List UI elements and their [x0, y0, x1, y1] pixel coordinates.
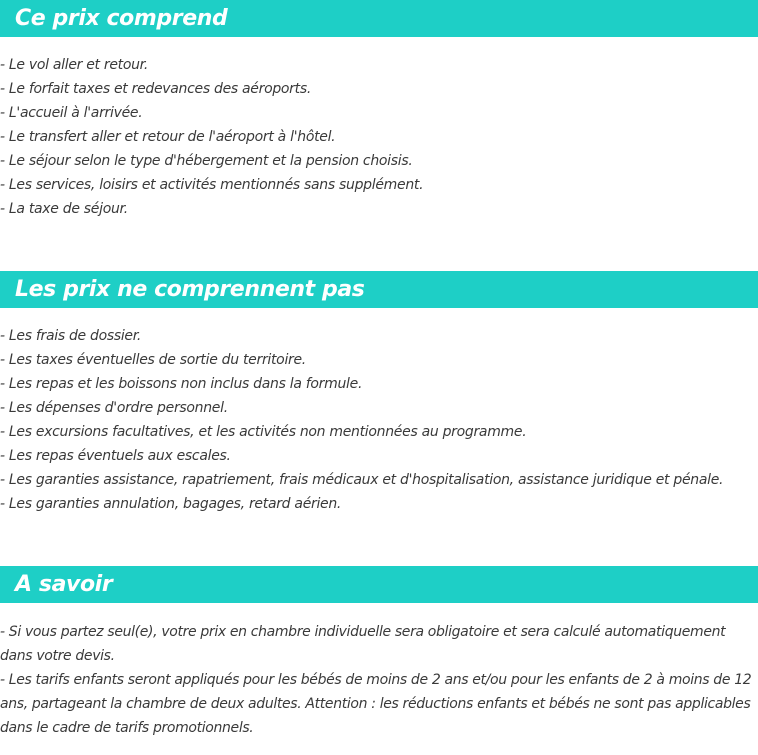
list-item: - Le forfait taxes et redevances des aéroports.	[0, 81, 311, 97]
list-item: - Le transfert aller et retour de l'aéroport à l'hôtel.	[0, 129, 336, 145]
list-item: - Les repas éventuels aux escales.	[0, 448, 231, 464]
info-paragraph: - Si vous partez seul(e), votre prix en chambre individuelle sera obligatoire et sera calculé automatiquement dans votre devis.	[0, 624, 726, 664]
section-price-excludes	[0, 271, 758, 516]
section-title: Ce prix comprend	[0, 0, 758, 37]
info-paragraph: - Les tarifs enfants seront appliqués pour les bébés de moins de 2 ans et/ou pour les enfants de 2 à moins de 12 ans, partageant la chambre de deux adultes. Attention : les réductions enfants et bébés ne sont pas applicables dans le cadre de tarifs promotionnels.	[0, 672, 752, 736]
info-paragraphs	[0, 620, 758, 740]
section-title: A savoir	[0, 566, 758, 603]
list-item: - La taxe de séjour.	[0, 201, 128, 217]
included-list	[0, 53, 758, 221]
list-item: - Les excursions facultatives, et les activités non mentionnées au programme.	[0, 424, 527, 440]
list-item: - Les dépenses d'ordre personnel.	[0, 400, 228, 416]
list-item: - Les garanties assistance, rapatriement, frais médicaux et d'hospitalisation, assistance juridique et pénale.	[0, 472, 724, 488]
list-item: - Les repas et les boissons non inclus dans la formule.	[0, 376, 363, 392]
list-item: - Les taxes éventuelles de sortie du territoire.	[0, 352, 306, 368]
list-item: - Les services, loisirs et activités mentionnés sans supplément.	[0, 177, 424, 193]
list-item: - Le séjour selon le type d'hébergement et la pension choisis.	[0, 153, 413, 169]
section-title: Les prix ne comprennent pas	[0, 271, 758, 308]
excluded-list	[0, 324, 758, 516]
list-item: - Le vol aller et retour.	[0, 57, 149, 73]
list-item: - Les frais de dossier.	[0, 328, 142, 344]
section-price-includes	[0, 0, 758, 221]
list-item: - L'accueil à l'arrivée.	[0, 105, 143, 121]
list-item: - Les garanties annulation, bagages, retard aérien.	[0, 496, 342, 512]
section-good-to-know	[0, 566, 758, 740]
